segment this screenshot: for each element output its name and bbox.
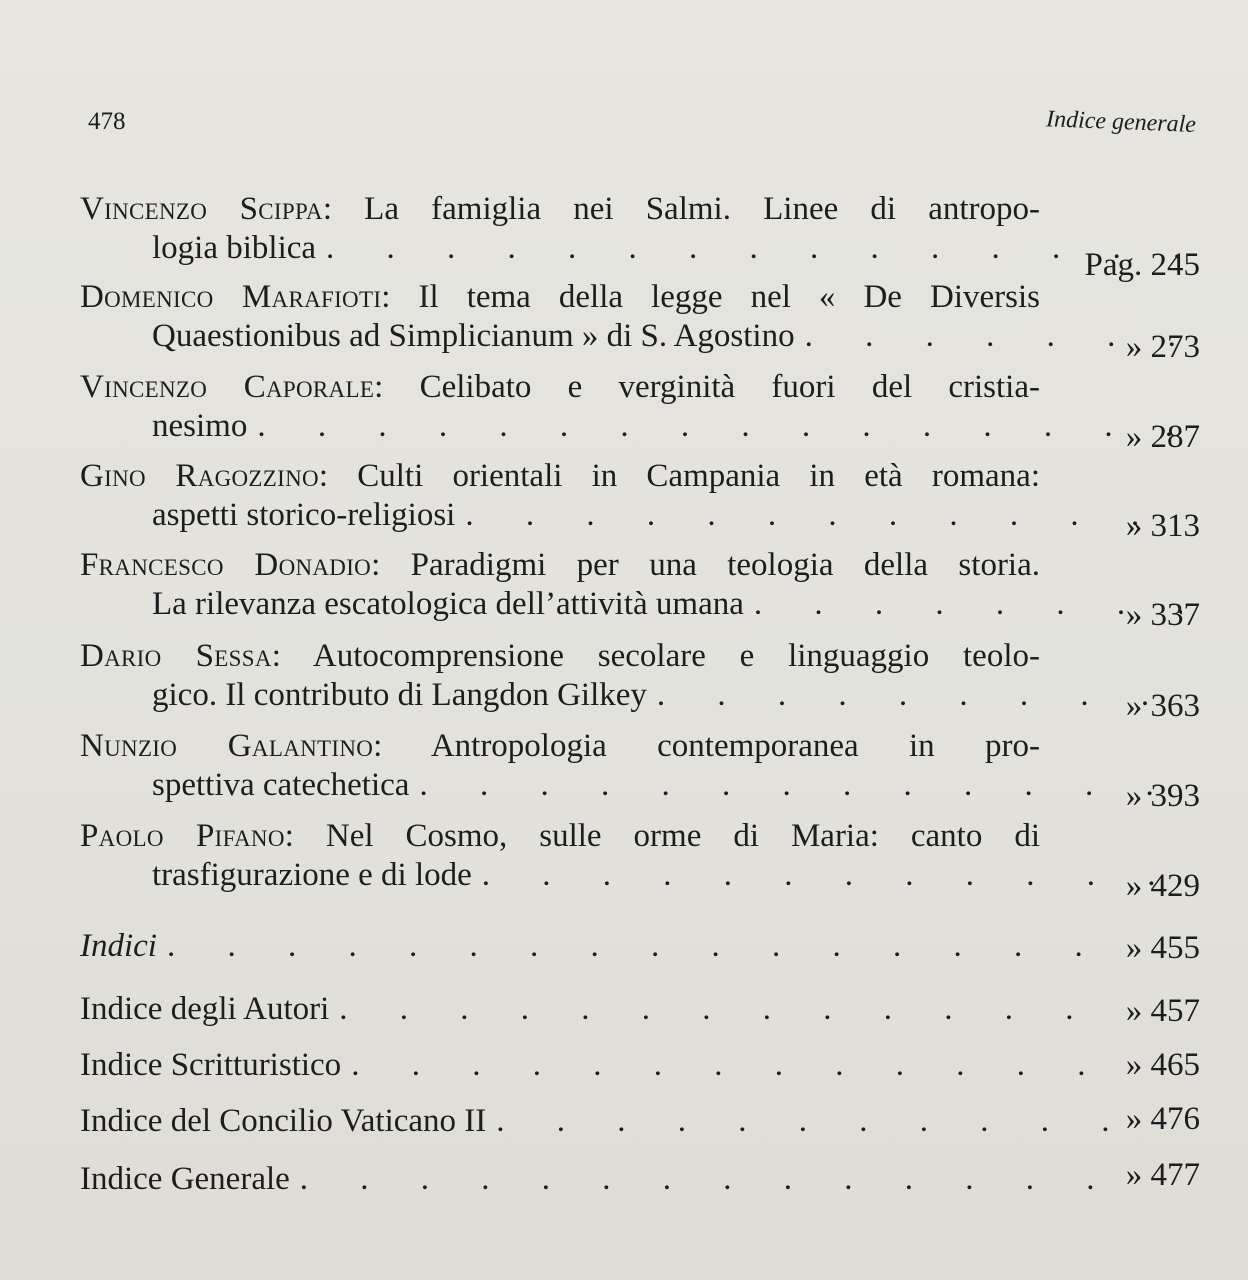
toc-entry-line1: [80, 457, 1040, 496]
dot-leader: [300, 1160, 1110, 1199]
toc-author: Dario Sessa: [80, 638, 272, 674]
toc-entry-line1: [80, 278, 1040, 317]
dot-leader: [419, 766, 1182, 805]
toc-title-line1: : Il tema della legge nel « De Diversis: [381, 279, 1040, 315]
index-label: Indice Generale: [80, 1161, 290, 1197]
index-label: Indici: [80, 928, 157, 964]
toc-entry-line2: [80, 496, 1192, 535]
index-entry: [80, 1046, 1120, 1085]
toc-entry-line2: [80, 407, 1192, 446]
toc-entry: [80, 546, 1200, 633]
dot-leader: [496, 1102, 1110, 1141]
toc-entry-line1: [80, 546, 1040, 585]
toc-entry-line2: [80, 856, 1192, 895]
index-label: Indice del Concilio Vaticano II: [80, 1103, 487, 1139]
toc-entry-line1: [80, 637, 1040, 676]
toc-entry-line1: [80, 727, 1040, 766]
toc-title-line2: spettiva catechetica: [152, 767, 410, 803]
toc-title-line2: gico. Il contributo di Langdon Gilkey: [152, 677, 647, 713]
toc-title-line2: trasfigurazione e di lode: [152, 857, 472, 893]
toc-title-line2: Quaestionibus ad Simplicianum » di S. Agostino: [152, 318, 795, 354]
index-entry: [80, 927, 1120, 966]
toc-entry-line2: [80, 766, 1192, 805]
toc-title-line1: : Paradigmi per una teologia della storia.: [371, 547, 1040, 583]
toc-entry: [80, 278, 1200, 365]
index-page-ref: » 457: [1125, 993, 1200, 1029]
toc-title-line2: logia biblica: [152, 230, 317, 266]
toc-page-ref: » 273: [1125, 329, 1200, 365]
toc-title-line2: nesimo: [152, 408, 248, 444]
toc-page-ref: » 337: [1125, 597, 1200, 633]
toc-title-line2: aspetti storico-religiosi: [152, 497, 456, 533]
toc-title-line1: : Culti orientali in Campania in età romana:: [318, 458, 1040, 494]
toc-entry-line1: [80, 190, 1040, 229]
running-title: Indice generale: [1045, 106, 1197, 138]
toc-title-line1: : Autocomprensione secolare e linguaggio teolo-: [271, 638, 1040, 674]
toc-author: Gino Ragozzino: [80, 458, 319, 494]
toc-entry-line1: [80, 817, 1040, 856]
toc-author: Paolo Pifano: [80, 818, 285, 854]
dot-leader: [326, 229, 1182, 268]
dot-leader: [351, 1046, 1110, 1085]
index-label: Indice Scritturistico: [80, 1047, 342, 1083]
index-label: Indice degli Autori: [80, 991, 330, 1027]
toc-entry: [80, 457, 1200, 544]
toc-entry-line2: [80, 317, 1192, 356]
dot-leader: [257, 407, 1182, 446]
toc-author: Domenico Marafioti: [80, 279, 382, 315]
index-page-ref: » 476: [1125, 1101, 1200, 1137]
toc-entry-line1: [80, 368, 1040, 407]
index-page-ref: » 465: [1125, 1047, 1200, 1083]
toc-entry: [80, 637, 1200, 724]
toc-page-ref: Pag. 245: [1084, 247, 1200, 283]
toc-author: Nunzio Galantino: [80, 728, 374, 764]
toc-entry-line2: [80, 229, 1192, 268]
toc-entry: [80, 190, 1200, 283]
page-number: 478: [88, 108, 126, 135]
index-entry: [80, 1160, 1120, 1199]
toc-page-ref: » 313: [1125, 508, 1200, 544]
toc-title-line2: La rilevanza escatologica dell’attività umana: [152, 586, 744, 622]
toc-entry-line2: [80, 676, 1192, 715]
toc-entry: [80, 727, 1200, 814]
dot-leader: [339, 990, 1110, 1029]
index-entry: [80, 990, 1120, 1029]
index-entry: [80, 1102, 1120, 1141]
index-page-ref: » 455: [1125, 930, 1200, 966]
toc-page-ref: » 287: [1125, 419, 1200, 455]
toc-author: Vincenzo Caporale: [80, 369, 375, 405]
toc-title-line1: : La famiglia nei Salmi. Linee di antropo-: [322, 191, 1040, 227]
toc-author: Francesco Donadio: [80, 547, 372, 583]
toc-page-ref: » 363: [1125, 688, 1200, 724]
toc-author: Vincenzo Scippa: [80, 191, 323, 227]
index-page-ref: » 477: [1125, 1157, 1200, 1193]
toc-title-line1: : Celibato e verginità fuori del cristia-: [374, 369, 1040, 405]
toc-entry: [80, 817, 1200, 904]
toc-entry: [80, 368, 1200, 455]
toc-title-line1: : Antropologia contemporanea in pro-: [373, 728, 1040, 764]
dot-leader: [167, 927, 1110, 966]
toc-title-line1: : Nel Cosmo, sulle orme di Maria: canto di: [284, 818, 1040, 854]
toc-page-ref: » 429: [1125, 868, 1200, 904]
toc-page-ref: » 393: [1125, 778, 1200, 814]
toc-entry-line2: [80, 585, 1192, 624]
